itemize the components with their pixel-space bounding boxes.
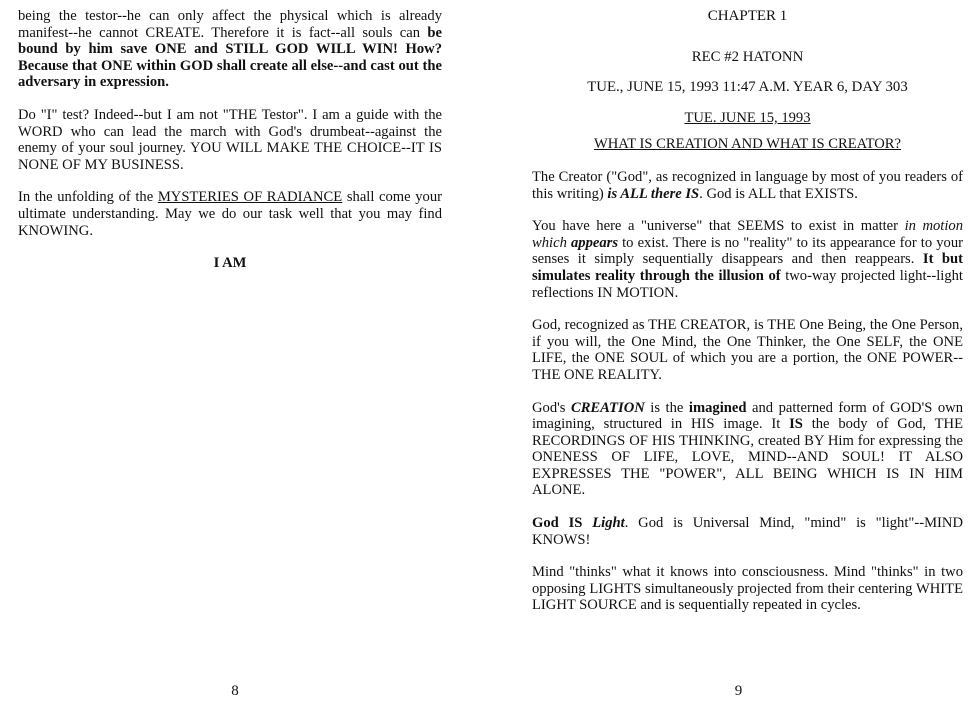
signoff: I AM: [213, 255, 247, 272]
right-paragraph-6: Mind "thinks" what it knows into consciousness. Mind "thinks" in two opposing LIGHTS simultaneously projected from their centering WHITE LIGHT SOURCE and is sequentially repeated in cycles.: [532, 564, 963, 614]
right-paragraph-4: God's CREATION is the imagined and patterned form of GOD'S own imagining, structured in HIS image. It IS the body of God, THE RECORDINGS OF HIS THINKING, created BY Him for expressing the ONENESS OF LIFE, LOVE, MIND--AND SOUL! IT ALSO EXPRESSES THE "POWER", ALL BEING WHICH IS IN HIM ALONE.: [532, 399, 963, 499]
chapter-heading: CHAPTER 1: [707, 8, 788, 24]
right-paragraph-5: God IS Light. God is Universal Mind, "mind" is "light"--MIND KNOWS!: [532, 515, 963, 548]
left-paragraph-1: being the testor--he can only affect the physical which is already manifest--he cannot CREATE. Therefore it is fact--all souls can be bound by him save ONE and STILL GOD WILL WIN! How? Because that ONE within GOD shall create all else--and cast out the adversary in expression.: [18, 8, 442, 91]
left-page: [0, 0, 470, 714]
left-paragraph-3: In the unfolding of the MYSTERIES OF RADIANCE shall come your ultimate understanding. May we do our task well that you may find KNOWING.: [18, 189, 442, 239]
dateline: TUE., JUNE 15, 1993 11:47 A.M. YEAR 6, DAY 303: [587, 79, 908, 96]
right-paragraph-3: God, recognized as THE CREATOR, is THE One Being, the One Person, if you will, the One Mind, the One Thinker, the One SELF, the ONE LIFE, the ONE SOUL of which you are a portion, the ONE POWER--THE ONE REALITY.: [532, 317, 963, 383]
right-paragraph-1: The Creator ("God", as recognized in language by most of you readers of this writing) is ALL there IS. God is ALL that EXISTS.: [532, 168, 963, 202]
right-page: [500, 0, 977, 714]
rec-heading: REC #2 HATONN: [691, 48, 804, 65]
section-title: WHAT IS CREATION AND WHAT IS CREATOR?: [593, 136, 902, 153]
mysteries-of-radiance-title: MYSTERIES OF RADIANCE: [157, 189, 343, 206]
right-paragraph-2: You have here a "universe" that SEEMS to exist in matter in motion which appears to exist. There is no "reality" to its appearance for to your senses it simply sequentially disappears and then reappears. It but simulates reality through the illusion of two-way projected light--light reflections IN MOTION.: [532, 218, 964, 301]
date-underlined: TUE. JUNE 15, 1993: [684, 109, 811, 126]
page-number-right: 9: [734, 683, 743, 699]
page-number-left: 8: [231, 683, 239, 699]
left-paragraph-2: Do "I" test? Indeed--but I am not "THE Testor". I am a guide with the WORD who can lead the march with God's drumbeat--against the enemy of your soul journey. YOU WILL MAKE THE CHOICE--IT IS NONE OF MY BUSINESS.: [18, 106, 442, 173]
